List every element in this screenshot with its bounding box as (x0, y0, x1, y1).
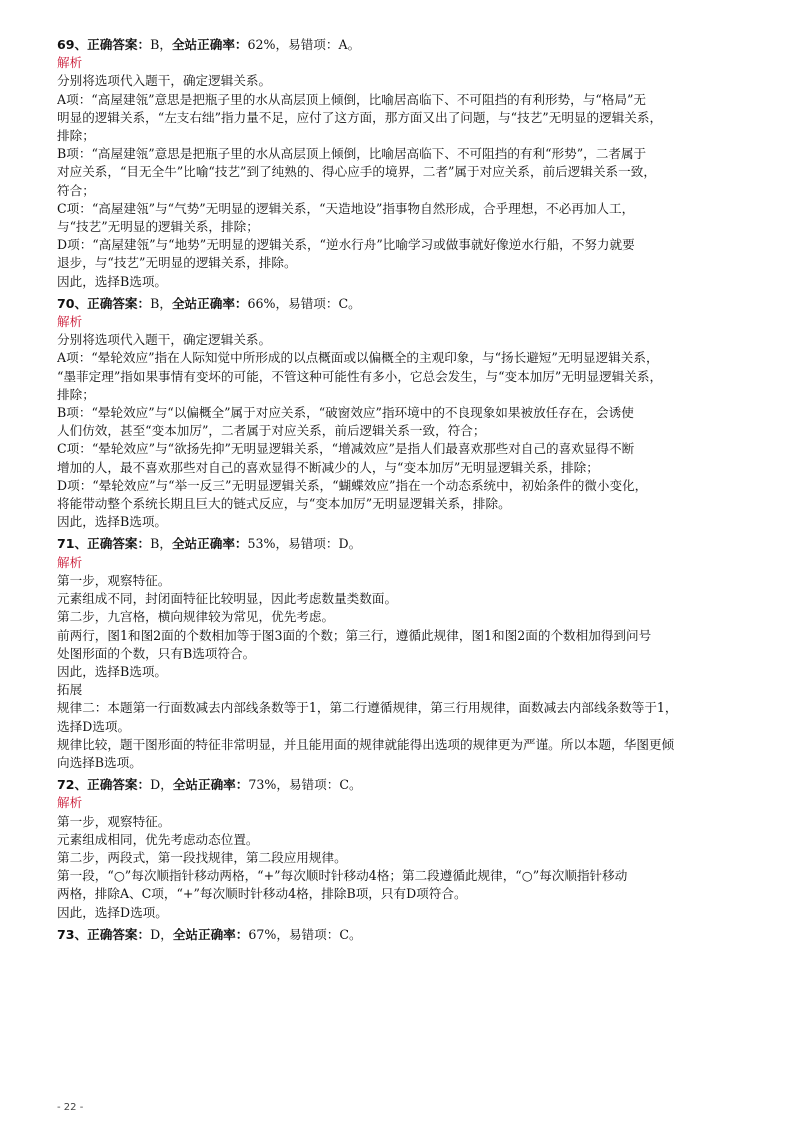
text-line: 对应关系，“目无全牛”比喻“技艺”到了纯熟的、得心应手的境界，二者”属于对应关系，前后逻辑关系一致， (57, 164, 656, 180)
text-line: 第二步，九宫格，横向规律较为常见，优先考虑。 (57, 609, 335, 625)
text-line: “墨菲定理”指如果事情有变坏的可能，不管这种可能性有多小，它总会发生，与“变本加厉”无明显逻辑关系， (57, 368, 663, 384)
text-line: B项：“高屋建瓴”意思是把瓶子里的水从高层顶上倾倒，比喻居高临下、不可阻挡的有利“形势”，二者属于 (57, 146, 647, 162)
text-line: 符合； (57, 182, 95, 198)
question-header: 73、正确答案：D，全站正确率：67%，易错项：C。 (57, 926, 362, 942)
text-line: 两格，排除A、C项，“+”每次顺时针移动4格，排除B项，只有D项符合。 (57, 886, 467, 902)
text-line: D项：“高屋建瓴”与“地势”无明显的逻辑关系，“逆水行舟”比喻学习或做事就好像逆水行船，不努力就要 (57, 237, 635, 253)
text-line: 将能带动整个系统长期且巨大的链式反应，与“变本加厉”无明显逻辑关系，排除。 (57, 496, 511, 512)
text-line: B项：“晕轮效应”与“以偏概全”属于对应关系，“破窗效应”指环境中的不良现象如果被放任存在，会诱使 (57, 405, 634, 421)
extension-label: 拓展 (57, 682, 83, 698)
text-line: D项：“晕轮效应”与“举一反三”无明显逻辑关系，“蝴蝶效应”指在一个动态系统中，初始条件的微小变化， (57, 477, 648, 493)
text-line: 第一段，“○”每次顺指针移动两格，“+”每次顺时针移动4格；第二段遵循此规律，“○”每次顺指针移动 (57, 868, 628, 884)
text-line: 规律二：本题第一行面数减去内部线条数等于1，第二行遵循规律，第三行用规律，面数减去内部线条数等于1， (57, 700, 678, 716)
question-header: 72、正确答案：D，全站正确率：73%，易错项：C。 (57, 777, 362, 793)
question-header: 69、正确答案：B，全站正确率：62%，易错项：A。 (57, 37, 361, 52)
text-line: 处图形面的个数，只有B选项符合。 (57, 645, 256, 661)
analysis-label: 解析 (57, 795, 83, 811)
answer-analysis-page (57, 32, 779, 946)
question-header: 71、正确答案：B，全站正确率：53%，易错项：D。 (57, 536, 362, 552)
text-line: 分别将选项代入题干，确定逻辑关系。 (57, 332, 272, 348)
text-line: 规律比较，题干图形面的特征非常明显，并且能用面的规律就能得出选项的规律更为严谨。所以本题，华图更倾 (57, 736, 675, 752)
text-line: 增加的人，最不喜欢那些对自己的喜欢显得不断减少的人，与“变本加厉”无明显逻辑关系，排除； (57, 459, 599, 475)
text-line: A项：“晕轮效应”指在人际知觉中所形成的以点概面或以偏概全的主观印象，与“扬长避短”无明显逻辑关系， (57, 350, 659, 366)
text-line: 第一步，观察特征。 (57, 572, 171, 588)
text-line: 排除； (57, 386, 95, 402)
text-line: 因此，选择D选项。 (57, 904, 168, 920)
analysis-label: 解析 (57, 314, 83, 330)
text-line: 第二步，两段式，第一段找规律，第二段应用规律。 (57, 849, 347, 865)
text-line: 明显的逻辑关系，“左支右绌”指力量不足，应付了这方面，那方面又出了问题，与“技艺”无明显的逻辑关系， (57, 109, 663, 125)
text-line: 分别将选项代入题干，确定逻辑关系。 (57, 73, 272, 89)
text-line: 因此，选择B选项。 (57, 273, 168, 289)
text-line: 选择D选项。 (57, 718, 131, 734)
question-72 (57, 776, 779, 922)
text-line: 第一步，观察特征。 (57, 813, 171, 829)
analysis-label: 解析 (57, 554, 83, 570)
text-line: 人们仿效，甚至“变本加厉”，二者属于对应关系，前后逻辑关系一致，符合； (57, 423, 486, 439)
question-73 (57, 926, 779, 944)
text-line: C项：“高屋建瓴”与“气势”无明显的逻辑关系，“天造地设”指事物自然形成，合乎理想，不必再加人工， (57, 200, 635, 216)
text-line: 元素组成相同，优先考虑动态位置。 (57, 831, 259, 847)
text-line: A项：“高屋建瓴”意思是把瓶子里的水从高层顶上倾倒，比喻居高临下、不可阻挡的有利形势，与“格局”无 (57, 91, 646, 107)
text-line: 前两行，图1和图2面的个数相加等于图3面的个数；第三行，遵循此规律，图1和图2面的个数相加得到问号 (57, 627, 652, 643)
text-line: 因此，选择B选项。 (57, 514, 168, 530)
text-line: C项：“晕轮效应”与“欲扬先抑”无明显逻辑关系，“增减效应”是指人们最喜欢那些对自己的喜欢显得不断 (57, 441, 635, 457)
question-header: 70、正确答案：B，全站正确率：66%，易错项：C。 (57, 295, 361, 311)
page-number: - 22 - (57, 1102, 84, 1113)
question-71 (57, 535, 779, 772)
text-line: 因此，选择B选项。 (57, 663, 168, 679)
analysis-label: 解析 (57, 55, 83, 71)
text-line: 向选择B选项。 (57, 754, 142, 770)
question-70 (57, 295, 779, 532)
question-69 (57, 36, 779, 291)
text-line: 与“技艺”无明显的逻辑关系，排除； (57, 219, 259, 235)
text-line: 元素组成不同，封闭面特征比较明显，因此考虑数量类数面。 (57, 591, 398, 607)
text-line: 退步，与“技艺”无明显的逻辑关系，排除。 (57, 255, 297, 271)
text-line: 排除； (57, 128, 95, 144)
